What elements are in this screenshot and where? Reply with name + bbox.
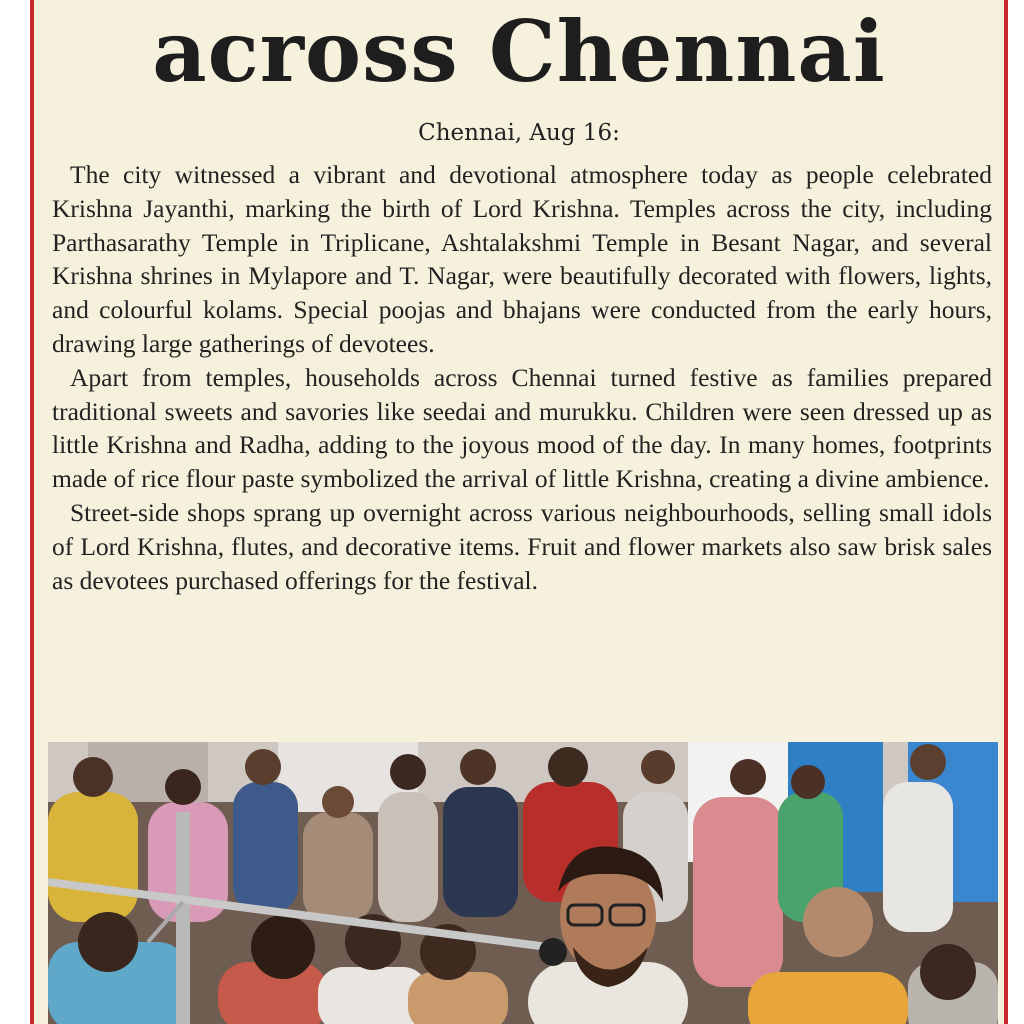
paragraph-1: The city witnessed a vibrant and devotional atmosphere today as people celebrated Krishna Jayanthi, marking the birth of Lord Krishna. Temples across the city, including Parthasarathy Temple in Triplicane, Ashtalakshmi Temple in Besant Nagar, and several Krishna shrines in Mylapore and T. Nagar, were beautifully decorated with flowers, lights, and colourful kolams. Special poojas and bhajans were conducted from the early hours, drawing large gatherings of devotees. (52, 160, 992, 358)
article-body (52, 158, 992, 597)
newspaper-page (30, 0, 1008, 1024)
dateline: Chennai, Aug 16: (418, 120, 620, 146)
crowd-photo-illustration (48, 742, 998, 1024)
news-photo (48, 742, 998, 1024)
headline: across Chennai (152, 2, 886, 101)
paragraph-2: Apart from temples, households across Chennai turned festive as families prepared traditional sweets and savories like seedai and murukku. Children were seen dressed up as little Krishna and Radha, adding to the joyous mood of the day. In many homes, footprints made of rice flour paste symbolized the arrival of little Krishna, creating a divine ambience. (52, 362, 992, 494)
paragraph-3: Street-side shops sprang up overnight across various neighbourhoods, selling small idols of Lord Krishna, flutes, and decorative items. Fruit and flower markets also saw brisk sales as devotees purchased offerings for the festival. (52, 497, 992, 595)
